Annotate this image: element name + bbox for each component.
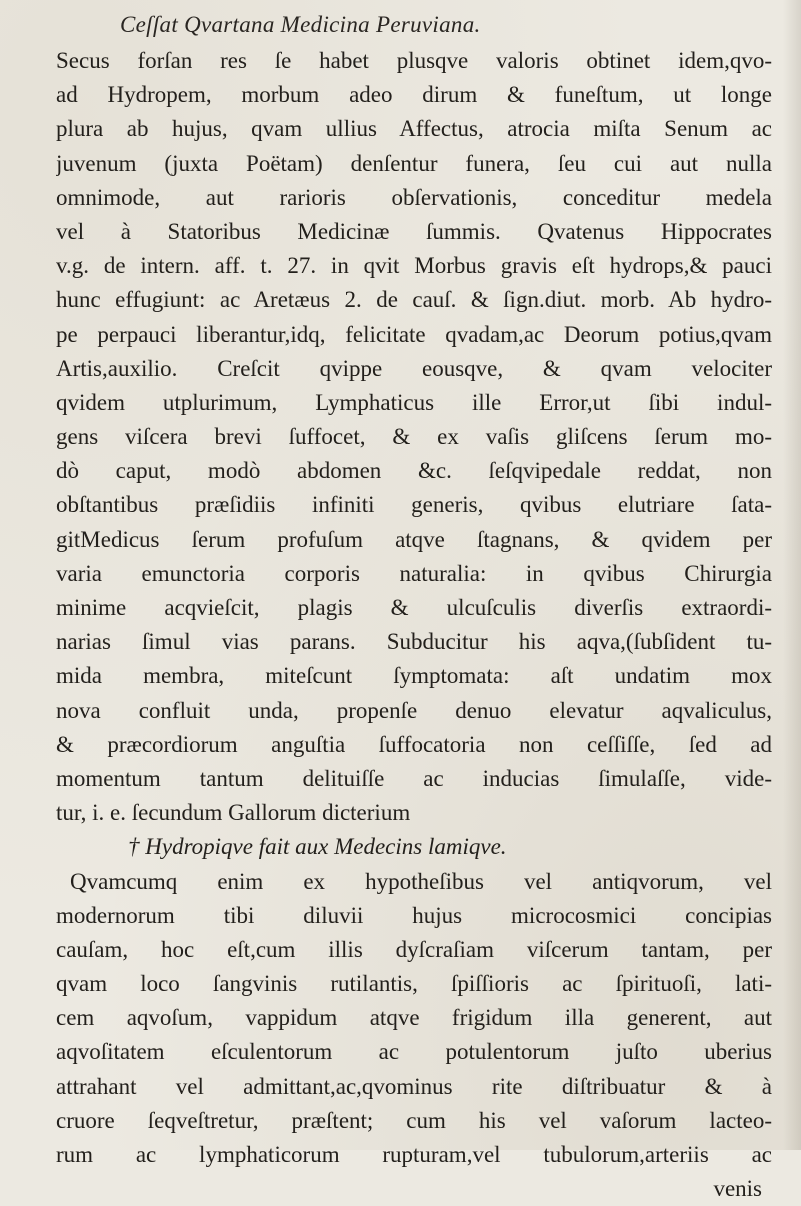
text-line-4: juvenum (juxta Poëtam) denſentur funera, ſeu cui aut nulla [56,150,772,176]
text-line-26: modernorum tibi diluvii hujus microcosmici concipias [56,902,772,928]
text-line-21: & præcordiorum anguſtia ſuffocatoria non ceſſiſſe, ſed ad [56,731,772,757]
text-line-8: hunc effugiunt: ac Aretæus 2. de cauſ. & ſign.diut. morb. Ab hydro- [56,287,772,313]
text-line-6: vel à Statoribus Medicinæ ſummis. Qvatenus Hippocrates [56,218,772,244]
text-line-32: cruore ſeqveſtretur, præſtent; cum his vel vaſorum lacteo- [56,1107,772,1133]
text-line-29: cem aqvoſum, vappidum atqve frigidum illa generent, aut [56,1005,772,1031]
text-line-27: cauſam, hoc eſt,cum illis dyſcraſiam viſcerum tantam, per [56,936,772,962]
text-line-17: minime acqvieſcit, plagis & ulcuſculis diverſis extraordi- [56,595,772,620]
text-line-25: Qvamcumq enim ex hypotheſibus vel antiqvorum, vel [70,868,772,894]
text-line-15: gitMedicus ſerum profuſum atqve ſtagnans, & qvidem per [56,526,772,552]
text-line-18: narias ſimul vias parans. Subducitur his aqva,(ſubſident tu- [56,629,772,655]
text-line-28: qvam loco ſangvinis rutilantis, ſpiſſioris ac ſpirituoſi, lati- [56,971,772,997]
quoted-proverb: † Hydropiqve fait aux Medecins lamiqve. [128,834,507,860]
text-line-14: obſtantibus præſidiis infiniti generis, qvibus elutriare ſata- [56,492,772,518]
text-line-23: tur, i. e. ſecundum Gallorum dicterium [56,800,411,826]
catchword: venis [713,1176,762,1202]
text-line-31: attrahant vel admittant,ac,qvominus rite diſtribuatur & à [56,1073,772,1099]
text-line-19: mida membra, miteſcunt ſymptomata: aſt undatim mox [56,663,772,689]
text-line-10: Artis,auxilio. Creſcit qvippe eousqve, & qvam velociter [56,355,772,381]
text-line-11: qvidem utplurimum, Lymphaticus ille Error,ut ſibi indul- [56,389,772,415]
text-line-3: plura ab hujus, qvam ullius Affectus, atrocia miſta Senum ac [56,116,772,142]
text-line-30: aqvoſitatem eſculentorum ac potulentorum juſto uberius [56,1039,772,1065]
text-line-33: rum ac lymphaticorum rupturam,vel tubulorum,arteriis ac [56,1142,772,1167]
text-line-7: v.g. de intern. aff. t. 27. in qvit Morbus gravis eſt hydrops,& pauci [56,253,772,279]
text-line-20: nova confluit unda, propenſe denuo elevatur aqvaliculus, [56,697,772,723]
text-line-13: dò caput, modò abdomen &c. ſeſqvipedale reddat, non [56,458,772,484]
text-line-5: omnimode, aut rarioris obſervationis, conceditur medela [56,184,772,210]
body-text [56,44,772,1206]
text-line-1: Secus forſan res ſe habet plusqve valoris obtinet idem,qvo- [56,48,772,73]
text-line-16: varia emunctoria corporis naturalia: in qvibus Chirurgia [56,560,772,586]
running-header: Ceſſat Qvartana Medicina Peruviana. [120,12,481,37]
text-line-12: gens viſcera brevi ſuffocet, & ex vaſis gliſcens ſerum mo- [56,424,772,450]
page-edge-shadow [783,0,801,1150]
text-line-2: ad Hydropem, morbum adeo dirum & funeſtum, ut longe [56,82,772,108]
text-line-22: momentum tantum delituiſſe ac inducias ſimulaſſe, vide- [56,765,772,791]
text-line-9: pe perpauci liberantur,idq, felicitate qvadam,ac Deorum potius,qvam [56,321,772,347]
